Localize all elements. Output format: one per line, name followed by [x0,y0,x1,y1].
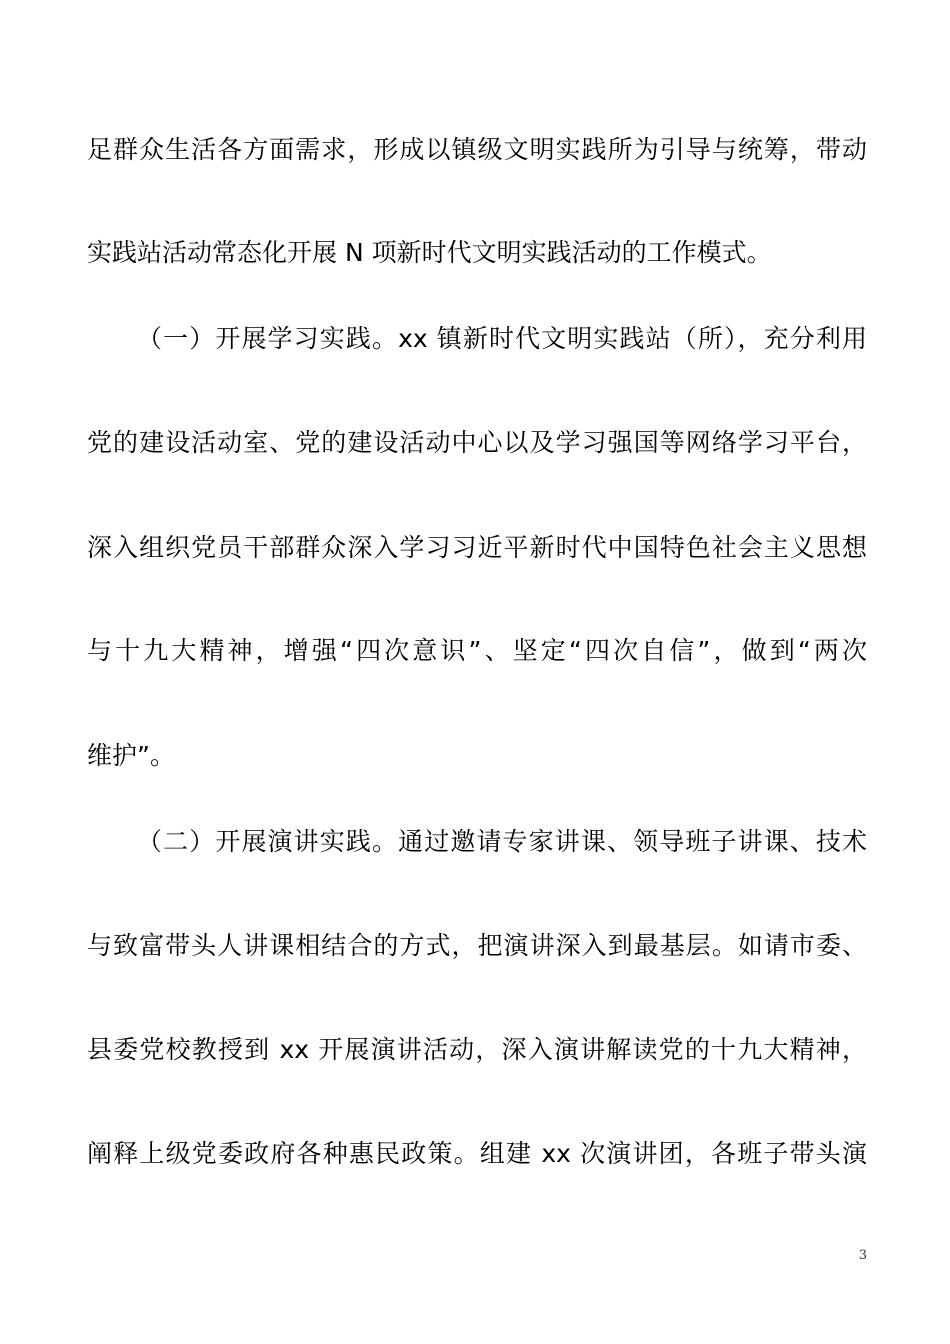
page-number: 3 [858,1248,867,1263]
paragraph-line: 足群众生活各方面需求，形成以镇级文明实践所为引导与统筹，带动 [87,135,867,164]
paragraph-line: 实践站活动常态化开展 N 项新时代文明实践活动的工作模式。 [87,238,772,267]
paragraph-line: （二）开展演讲实践。通过邀请专家讲课、领导班子讲课、技术 [137,827,867,856]
paragraph-line: 与致富带头人讲课相结合的方式，把演讲深入到最基层。如请市委、 [87,931,867,960]
paragraph-line: 维护”。 [87,741,175,770]
paragraph-line: 县委党校教授到 xx 开展演讲活动，深入演讲解读党的十九大精神， [87,1035,867,1064]
paragraph-line: 深入组织党员干部群众深入学习习近平新时代中国特色社会主义思想 [87,533,867,562]
paragraph-line: 与十九大精神，增强“四次意识”、坚定“四次自信”，做到“两次 [87,636,867,665]
paragraph-line: （一）开展学习实践。xx 镇新时代文明实践站（所），充分利用 [137,324,867,353]
paragraph-line: 党的建设活动室、党的建设活动中心以及学习强国等网络学习平台， [87,428,867,457]
paragraph-line: 阐释上级党委政府各种惠民政策。组建 xx 次演讲团，各班子带头演 [87,1139,867,1168]
